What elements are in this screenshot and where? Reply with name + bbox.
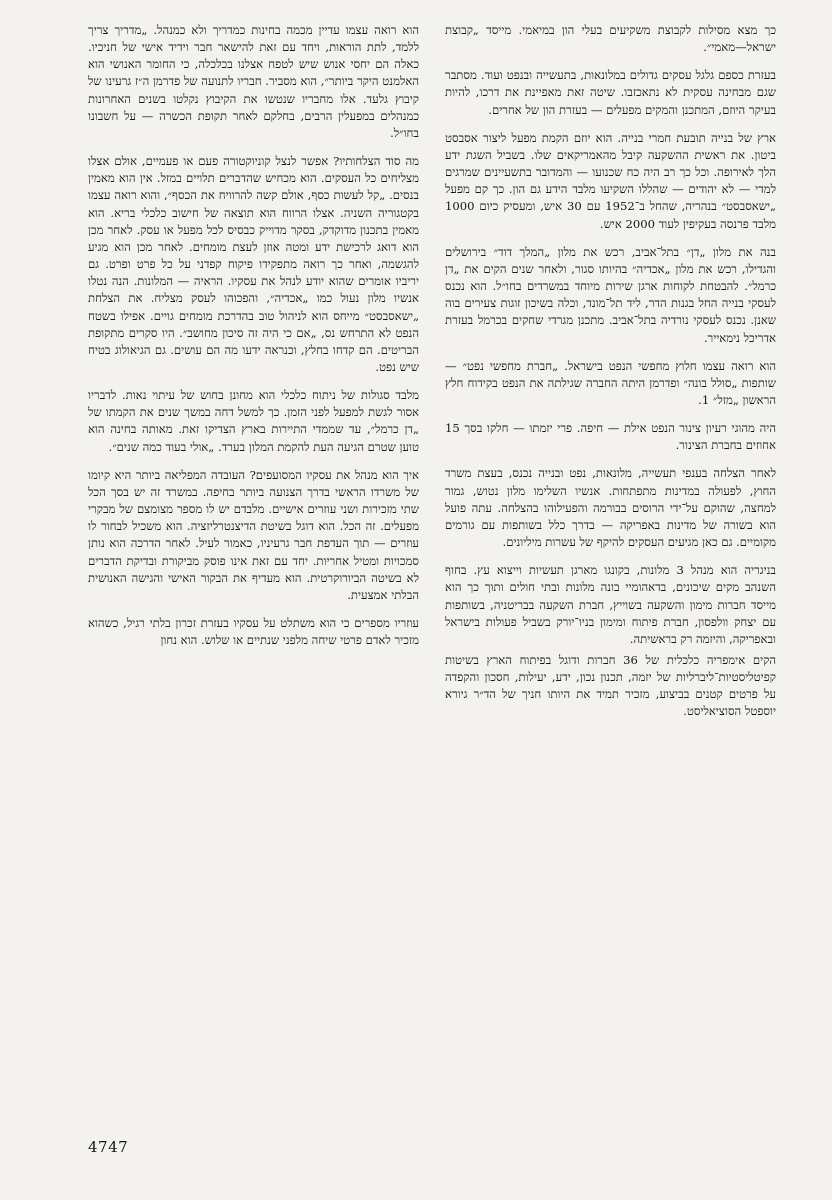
paragraph: מה סוד הצלחותיו? אפשר לנצל קוניוקטורה פעם או פעמיים, אולם אצלו מצליחים כל העסקים. הוא מכחיש שהדברים תלויים במזל. אין הוא מאמין בנסים. „קל לעשות כסף, אולם קשה להרוויח את הכסף״, והוא רואה עצמו בקטגוריה השניה. אצלו הרווח הוא תוצאה של חישוב כלכלי בריא. הוא מאמין בתכנון מדוקדק, בסקר מדוייק כבסיס לכל מפעל או עסק. לאחר מכן הוא דואג לרכישת ידע ומטה אוזן לעצת מומחים. לאחר מכן הוא מגיע להגשמה, ואחר כך רואה מתפקידו פיקוח קפדני על כל פרט ופרט. גם יריביו אומרים שהוא יודע לנהל את עסקיו. הראיה — המלונות. הנה נטלו אנשיו מלון נעול כמו „אכדיה״, והפכוהו לעסק מצליח. את הצלחת „ישאסבסט״ מייחס הוא לניהול טוב בהדרכת מומחים גויים. אפילו בשטח הנפט לא התרחש נס, „אם כי היה זה סיכון מחושב״. היו סקרים מתקופת הבריטים. הם קדחו בחלץ, וכנראה ידעו מה הם עושים. גם הגיאולוג בטיח שיש נפט. <box>88 154 419 374</box>
paragraph: עוזריו מספרים כי הוא משתלט על עסקיו בעזרת זכרון בלתי רגיל, כשהוא מזכיר לאדם פרטי שיחה מלפני שנתיים או שלוש. הוא נחון <box>88 616 419 648</box>
text-columns <box>88 22 776 1112</box>
paragraph: כך מצא מסילות לקבוצת משקיעים בעלי הון במיאמי. מייסד „קבוצת ישראל—מאמי״. <box>445 23 776 55</box>
paragraph: היה מהוגי רעיון צינור הנפט אילת — חיפה. פרי יזמתו — חלקו בסך 15 אחוזים בחברת הצינור. <box>445 421 776 453</box>
paragraph: איך הוא מנהל את עסקיו המסועפים? העובדה המפליאה ביותר היא קיומו של משרדו הראשי בדרך הצנועה ביותר בחיפה. במשרד זה יש בסך הכל שתי מזכירות ושני עוזרים אישיים. מלבדם יש לו מספר מצומצם של מבקרי מפעלים. זה הכל. הוא דוגל בשיטת הדיצנטרליזציה. הוא משכיל לבחור לו עוזרים — תוך העדפת חבר גרעיניו, כאמור לעיל. לאחר הדרכה הוא נותן סמכויות ומטיל אחריות. יחד עם זאת אינו פוסק מביקורת ובדיקת הדברים לא בשיטה הביורוקרטית. הוא מעדיף את הבקור האישי והגישה האנושית הבלתי אמצעית. <box>88 467 419 602</box>
right-column <box>445 22 776 1112</box>
paragraph: בניגריה הוא מנהל 3 מלונות, בקונגו מארגן תעשיות וייצוא עץ. בחוף השנהב מקים שיכונים, בדאהומיי בונה מלונות ובתי חולים ותוך כך הוא מייסד חברות מימון והשקעה בשוייץ, חברת השקעה בבריטניה, בשותפות עם יצחק וולפסון, חברת פיתוח ומימון בניו־יורק בשביל פעולות בישראל ובאפריקה, והיזמה רק בראשיתה. <box>445 563 776 646</box>
paragraph: הקים אימפריה כלכלית של 36 חברות ודוגל בפיתוח הארץ בשיטות קפיטליסטיות־ליברליות של יזמה, תכנון נכון, ידע, יעילות, חסכון והקפדה על פרטים קטנים בביצוע, מזכיר תמיד את היותו חניך של הד״ר גיורא יוספטל הסוציאליסט. <box>445 653 776 719</box>
paragraph: הוא רואה עצמו עדיין מכמה בחינות כמדריך ולא כמנהל. „מדריך צריך ללמד, לתת הוראות, ויחד עם זאת להישאר חבר וידיד אישי של חניכיו. כאלה הם יחסי אנוש שיש לטפח אצלנו בכלכלה, כי החומר האנושי הוא האלמנט היקר ביותר״, הוא מסביר. חבריו לתנועה של פדרמן ה״ז גרעינו של קיבוץ גלעד. אלו מחבריו שנטשו את הקיבוץ נקלטו בשנים האחרונות כמנהלים במפעלין הרבים, בחלקם לאחר תקופת הכשרה — על חשבונו בחו״ל. <box>88 23 419 140</box>
paragraph: לאחר הצלחה בענפי תעשייה, מלונאות, נפט ובנייה נכנס, בעצת משרד החוץ, לפעולה במדינות מתפתחות. אנשיו השלימו מלון נטוש, גמור למחצה, שהוקם על־ידי הרוסים בבורמה והפעילוהו בהצלחה. עתה פועל הוא בשורה של מדינות באפריקה — בדרך כלל בשותפות עם גורמים מקומיים. גם כאן מגיעים העסקים להיקף של עשרות מיליונים. <box>445 466 776 550</box>
page-number: 4747 <box>88 1138 129 1156</box>
paragraph: בנה את מלון „דן״ בתל־אביב, רכש את מלון „המלך דוד״ בירושלים והגדילו, רכש את מלון „אכדיה״ בהיותו סגור, ולאחר שנים הקים את „דן כרמל״. להבטחת לקוחות ארגן שירות מיוחד במשרדים בחו״ל. הוא נכנס לעסקי בנייה החל בגנות הדר, ליד תל־מונד, וכלה בשיכון זוגות צעירים בוה שאנן. נכנס לעסקי נורדיה בתל־אביב. מתכנן מגרדי שחקים בכרמל בעזרת אדריכל נימאייר. <box>445 244 776 345</box>
paragraph: הוא רואה עצמו חלוץ מחפשי הנפט בישראל. „חברת מחפשי נפט״ — שותפות „סולל בונה״ ופדרמן היתה החברה שגילתה את הנפט בקידוח חלץ הראשון „מזל״ 1. <box>445 358 776 407</box>
paragraph: ארץ של בנייה תובעת חמרי בנייה. הוא יוזם הקמת מפעל ליצור אסבסט ביטון. את ראשית ההשקעה קיבל מהאמריקאים שלו. בשביל השגת ידע הלך לאירופה. וכל כך רב היה כח שכנועו — והמדובר בתשעיינים שמרגים למדי — לא יהודים — שהללו השקיעו מלבד הידע גם הון. כך קם מפעל „ישאסבסט״ בנהריה, שהחל ב־1952 עם 30 איש, ומעסיק כיום 1000 מלבד פרנסה בעקיפין לעוד 2000 איש. <box>445 130 776 231</box>
paragraph: מלבד סגולות של ניתוח כלכלי הוא מחונן בחוש של עיתוי נאות. לדבריו אסור לגשת למפעל לפני הזמן. כך למשל דחה במשך שנים את הקמתו של „דן כרמל״, עד שממדי התיירות בארץ הצדיקו זאת. מאותה בחינה הוא טוען שטרם הגיעה העת להקמת המלון בערד. „אולי בעוד כמה שנים״. <box>88 388 419 454</box>
paragraph: בעזרת כספם גלגל עסקים גדולים במלונאות, בתעשייה ובנפט ועוד. מסתבר שגם מבחינה עסקית לא נתאכזבו. שיטה זאת מאפיינת את דרכו, להיות בעיקר היוזם, המתכנן והמקים מפעלים — בעזרת הון של אחרים. <box>445 68 776 117</box>
left-column <box>88 22 419 1112</box>
